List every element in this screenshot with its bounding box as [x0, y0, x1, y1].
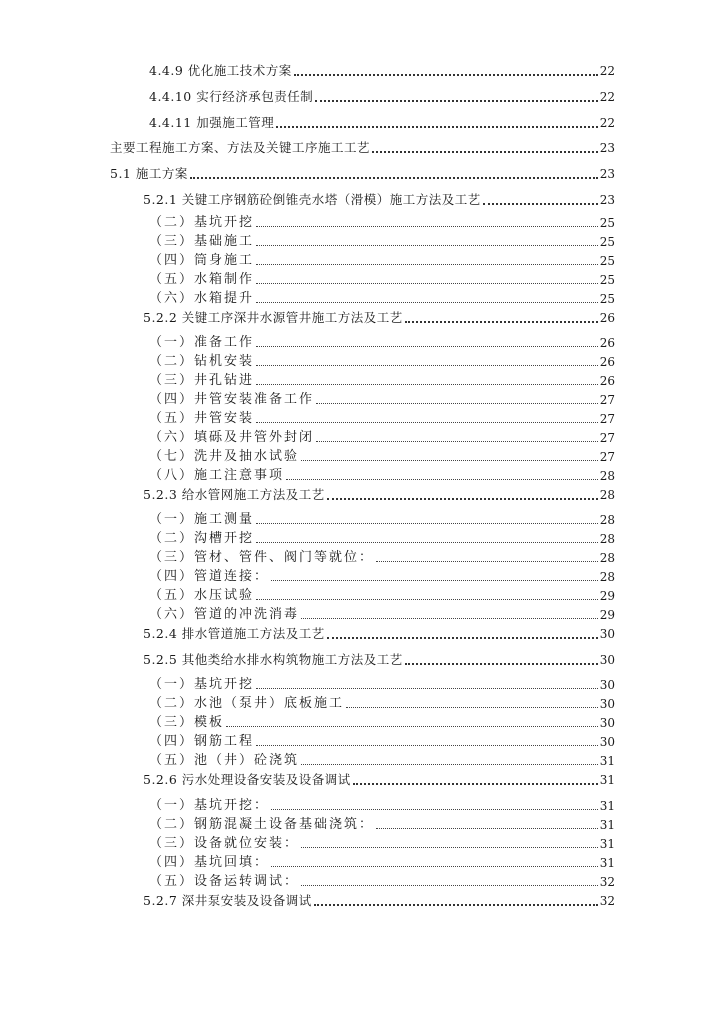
- toc-entry[interactable]: [149, 834, 615, 852]
- toc-entry-title: （一）基坑开挖: [149, 677, 255, 692]
- dot-leader: [226, 726, 598, 727]
- dot-leader: [301, 885, 598, 886]
- toc-entry-title: 主要工程施工方案、方法及关键工序施工工艺: [110, 140, 371, 155]
- toc-entry-page: 26: [599, 336, 615, 350]
- toc-entry[interactable]: [149, 333, 615, 351]
- toc-entry-page: 28: [599, 469, 615, 483]
- dot-leader: [256, 523, 598, 524]
- dot-leader: [301, 764, 598, 765]
- toc-entry-title: （三）模板: [149, 715, 225, 730]
- toc-entry-page: 28: [599, 532, 615, 546]
- toc-entry[interactable]: [149, 796, 615, 814]
- toc-entry[interactable]: [143, 770, 615, 788]
- dot-leader: [405, 663, 598, 665]
- toc-entry-title: （二）钢筋混凝土设备基础浇筑：: [149, 817, 375, 832]
- toc-entry-title: 4.4.11 加强施工管理: [149, 115, 275, 130]
- toc-entry-page: 30: [599, 653, 615, 667]
- dot-leader: [256, 302, 598, 303]
- toc-entry-title: （二）水池（泵井）底板施工: [149, 696, 345, 711]
- toc-entry-page: 23: [599, 141, 615, 155]
- toc-entry-title: 5.2.1 关键工序钢筋砼倒锥壳水塔（滑模）施工方法及工艺: [143, 192, 481, 207]
- toc-entry-title: （六）管道的冲洗消毒: [149, 607, 300, 622]
- toc-entry-page: 22: [599, 116, 615, 130]
- dot-leader: [327, 498, 598, 500]
- toc-entry-page: 25: [599, 254, 615, 268]
- toc-entry-page: 32: [599, 875, 615, 889]
- toc-entry-page: 31: [599, 754, 615, 768]
- dot-leader: [276, 126, 597, 128]
- dot-leader: [301, 847, 598, 848]
- toc-entry-title: （三）基础施工: [149, 234, 255, 249]
- toc-entry-page: 27: [599, 393, 615, 407]
- toc-entry-title: 5.2.5 其他类给水排水构筑物施工方法及工艺: [143, 652, 403, 667]
- toc-entry[interactable]: [149, 872, 615, 890]
- dot-leader: [256, 245, 598, 246]
- toc-entry-page: 22: [599, 64, 615, 78]
- toc-entry-page: 29: [599, 608, 615, 622]
- toc-entry-page: 29: [599, 589, 615, 603]
- toc-entry[interactable]: [149, 428, 615, 446]
- toc-entry[interactable]: [149, 713, 615, 731]
- dot-leader: [256, 422, 598, 423]
- dot-leader: [256, 745, 598, 746]
- dot-leader: [256, 365, 598, 366]
- toc-entry[interactable]: [149, 213, 615, 231]
- toc-entry-page: 26: [599, 311, 615, 325]
- dot-leader: [376, 828, 598, 829]
- toc-entry-page: 28: [599, 513, 615, 527]
- toc-entry-title: （一）准备工作: [149, 335, 255, 350]
- toc-entry-title: 4.4.9 优化施工技术方案: [149, 63, 292, 78]
- toc-entry-title: 5.2.4 排水管道施工方法及工艺: [143, 626, 325, 641]
- toc-entry-page: 27: [599, 431, 615, 445]
- toc-entry-page: 23: [599, 167, 615, 181]
- toc-entry-page: 31: [599, 818, 615, 832]
- toc-entry-title: （五）设备运转调试：: [149, 874, 300, 889]
- toc-entry[interactable]: [149, 815, 615, 833]
- toc-entry[interactable]: [149, 605, 615, 623]
- toc-entry-title: （四）钢筋工程: [149, 734, 255, 749]
- toc-entry-title: （三）设备就位安装：: [149, 836, 300, 851]
- toc-entry[interactable]: [149, 694, 615, 712]
- toc-entry[interactable]: [149, 586, 615, 604]
- toc-entry-page: 26: [599, 355, 615, 369]
- dot-leader: [256, 599, 598, 600]
- toc-entry-page: 28: [599, 551, 615, 565]
- toc-entry[interactable]: [149, 232, 615, 250]
- dot-leader: [327, 637, 598, 639]
- toc-entry-page: 30: [599, 627, 615, 641]
- dot-leader: [256, 384, 598, 385]
- toc-entry[interactable]: [149, 251, 615, 269]
- toc-entry[interactable]: [149, 289, 615, 307]
- toc-entry-title: （一）施工测量: [149, 512, 255, 527]
- toc-entry[interactable]: [149, 371, 615, 389]
- dot-leader: [256, 346, 598, 347]
- toc-entry[interactable]: [149, 510, 615, 528]
- dot-leader: [316, 441, 598, 442]
- toc-entry-page: 25: [599, 273, 615, 287]
- toc-entry[interactable]: [110, 164, 615, 182]
- toc-entry[interactable]: [143, 624, 615, 642]
- toc-entry[interactable]: [149, 567, 615, 585]
- dot-leader: [256, 542, 598, 543]
- toc-entry-page: 25: [599, 235, 615, 249]
- toc-entry[interactable]: [149, 732, 615, 750]
- dot-leader: [314, 904, 598, 906]
- dot-leader: [353, 783, 598, 785]
- toc-entry-title: （五）池（井）砼浇筑: [149, 753, 300, 768]
- dot-leader: [315, 100, 597, 102]
- toc-entry[interactable]: [149, 390, 615, 408]
- toc-entry-title: （四）筒身施工: [149, 253, 255, 268]
- toc-entry-page: 27: [599, 450, 615, 464]
- dot-leader: [405, 321, 598, 323]
- toc-entry[interactable]: [149, 751, 615, 769]
- toc-entry[interactable]: [149, 447, 615, 465]
- dot-leader: [286, 479, 598, 480]
- toc-entry-title: （六）填砾及井管外封闭: [149, 430, 315, 445]
- toc-entry-title: （二）基坑开挖: [149, 215, 255, 230]
- toc-entry-title: （二）钻机安装: [149, 354, 255, 369]
- toc-entry-title: 5.2.3 给水管网施工方法及工艺: [143, 487, 325, 502]
- dot-leader: [271, 580, 598, 581]
- toc-entry[interactable]: [149, 466, 615, 484]
- toc-entry[interactable]: [110, 138, 615, 156]
- toc-entry[interactable]: [143, 308, 615, 326]
- toc-entry[interactable]: [143, 190, 615, 208]
- toc-entry[interactable]: [149, 853, 615, 871]
- toc-entry[interactable]: [143, 485, 615, 503]
- toc-entry-title: （五）井管安装: [149, 411, 255, 426]
- toc-entry[interactable]: [149, 113, 615, 131]
- toc-entry-title: （五）水压试验: [149, 588, 255, 603]
- dot-leader: [301, 618, 598, 619]
- dot-leader: [190, 177, 598, 179]
- toc-entry-page: 30: [599, 735, 615, 749]
- toc-entry-page: 31: [599, 799, 615, 813]
- toc-entry-title: 5.1 施工方案: [110, 166, 188, 181]
- toc-entry[interactable]: [149, 352, 615, 370]
- toc-entry-page: 28: [599, 570, 615, 584]
- toc-entry[interactable]: [143, 891, 615, 909]
- toc-entry-title: （二）沟槽开挖: [149, 531, 255, 546]
- toc-entry-title: （一）基坑开挖：: [149, 798, 270, 813]
- toc-entry-page: 27: [599, 412, 615, 426]
- dot-leader: [483, 203, 598, 205]
- toc-entry[interactable]: [149, 409, 615, 427]
- toc-entry-title: 5.2.6 污水处理设备安装及设备调试: [143, 772, 351, 787]
- toc-entry-page: 31: [599, 773, 615, 787]
- dot-leader: [376, 561, 598, 562]
- toc-entry-page: 25: [599, 216, 615, 230]
- toc-entry-page: 23: [599, 193, 615, 207]
- dot-leader: [256, 226, 598, 227]
- toc-entry-title: （五）水箱制作: [149, 272, 255, 287]
- toc-entry-page: 32: [599, 894, 615, 908]
- dot-leader: [271, 866, 598, 867]
- toc-entry[interactable]: [149, 87, 615, 105]
- dot-leader: [301, 460, 598, 461]
- toc-entry-page: 30: [599, 716, 615, 730]
- toc-entry-page: 25: [599, 292, 615, 306]
- toc-entry-page: 26: [599, 374, 615, 388]
- toc-entry[interactable]: [149, 61, 615, 79]
- toc-entry-title: （四）井管安装准备工作: [149, 392, 315, 407]
- toc-entry-title: （三）井孔钻进: [149, 373, 255, 388]
- toc-entry-title: （四）基坑回填：: [149, 855, 270, 870]
- toc-entry-page: 31: [599, 837, 615, 851]
- toc-entry[interactable]: [149, 675, 615, 693]
- toc-entry-title: （四）管道连接：: [149, 569, 270, 584]
- toc-entry[interactable]: [143, 650, 615, 668]
- toc-entry[interactable]: [149, 270, 615, 288]
- toc-entry-title: （八）施工注意事项: [149, 468, 285, 483]
- toc-entry-title: （七）洗井及抽水试验: [149, 449, 300, 464]
- dot-leader: [316, 403, 598, 404]
- dot-leader: [256, 264, 598, 265]
- toc-entry-page: 31: [599, 856, 615, 870]
- toc-entry-title: （六）水箱提升: [149, 291, 255, 306]
- toc-entry-title: 5.2.7 深井泵安装及设备调试: [143, 893, 312, 908]
- toc-entry[interactable]: [149, 548, 615, 566]
- toc-entry-title: 5.2.2 关键工序深井水源管井施工方法及工艺: [143, 310, 403, 325]
- toc-entry-title: 4.4.10 实行经济承包责任制: [149, 89, 314, 104]
- toc-entry-page: 30: [599, 678, 615, 692]
- dot-leader: [256, 688, 598, 689]
- toc-entry[interactable]: [149, 529, 615, 547]
- dot-leader: [372, 151, 598, 153]
- dot-leader: [271, 809, 598, 810]
- dot-leader: [256, 283, 598, 284]
- toc-entry-title: （三）管材、管件、阀门等就位：: [149, 550, 375, 565]
- dot-leader: [294, 74, 598, 76]
- toc-entry-page: 30: [599, 697, 615, 711]
- toc-entry-page: 28: [599, 488, 615, 502]
- toc-entry-page: 22: [599, 90, 615, 104]
- dot-leader: [346, 707, 598, 708]
